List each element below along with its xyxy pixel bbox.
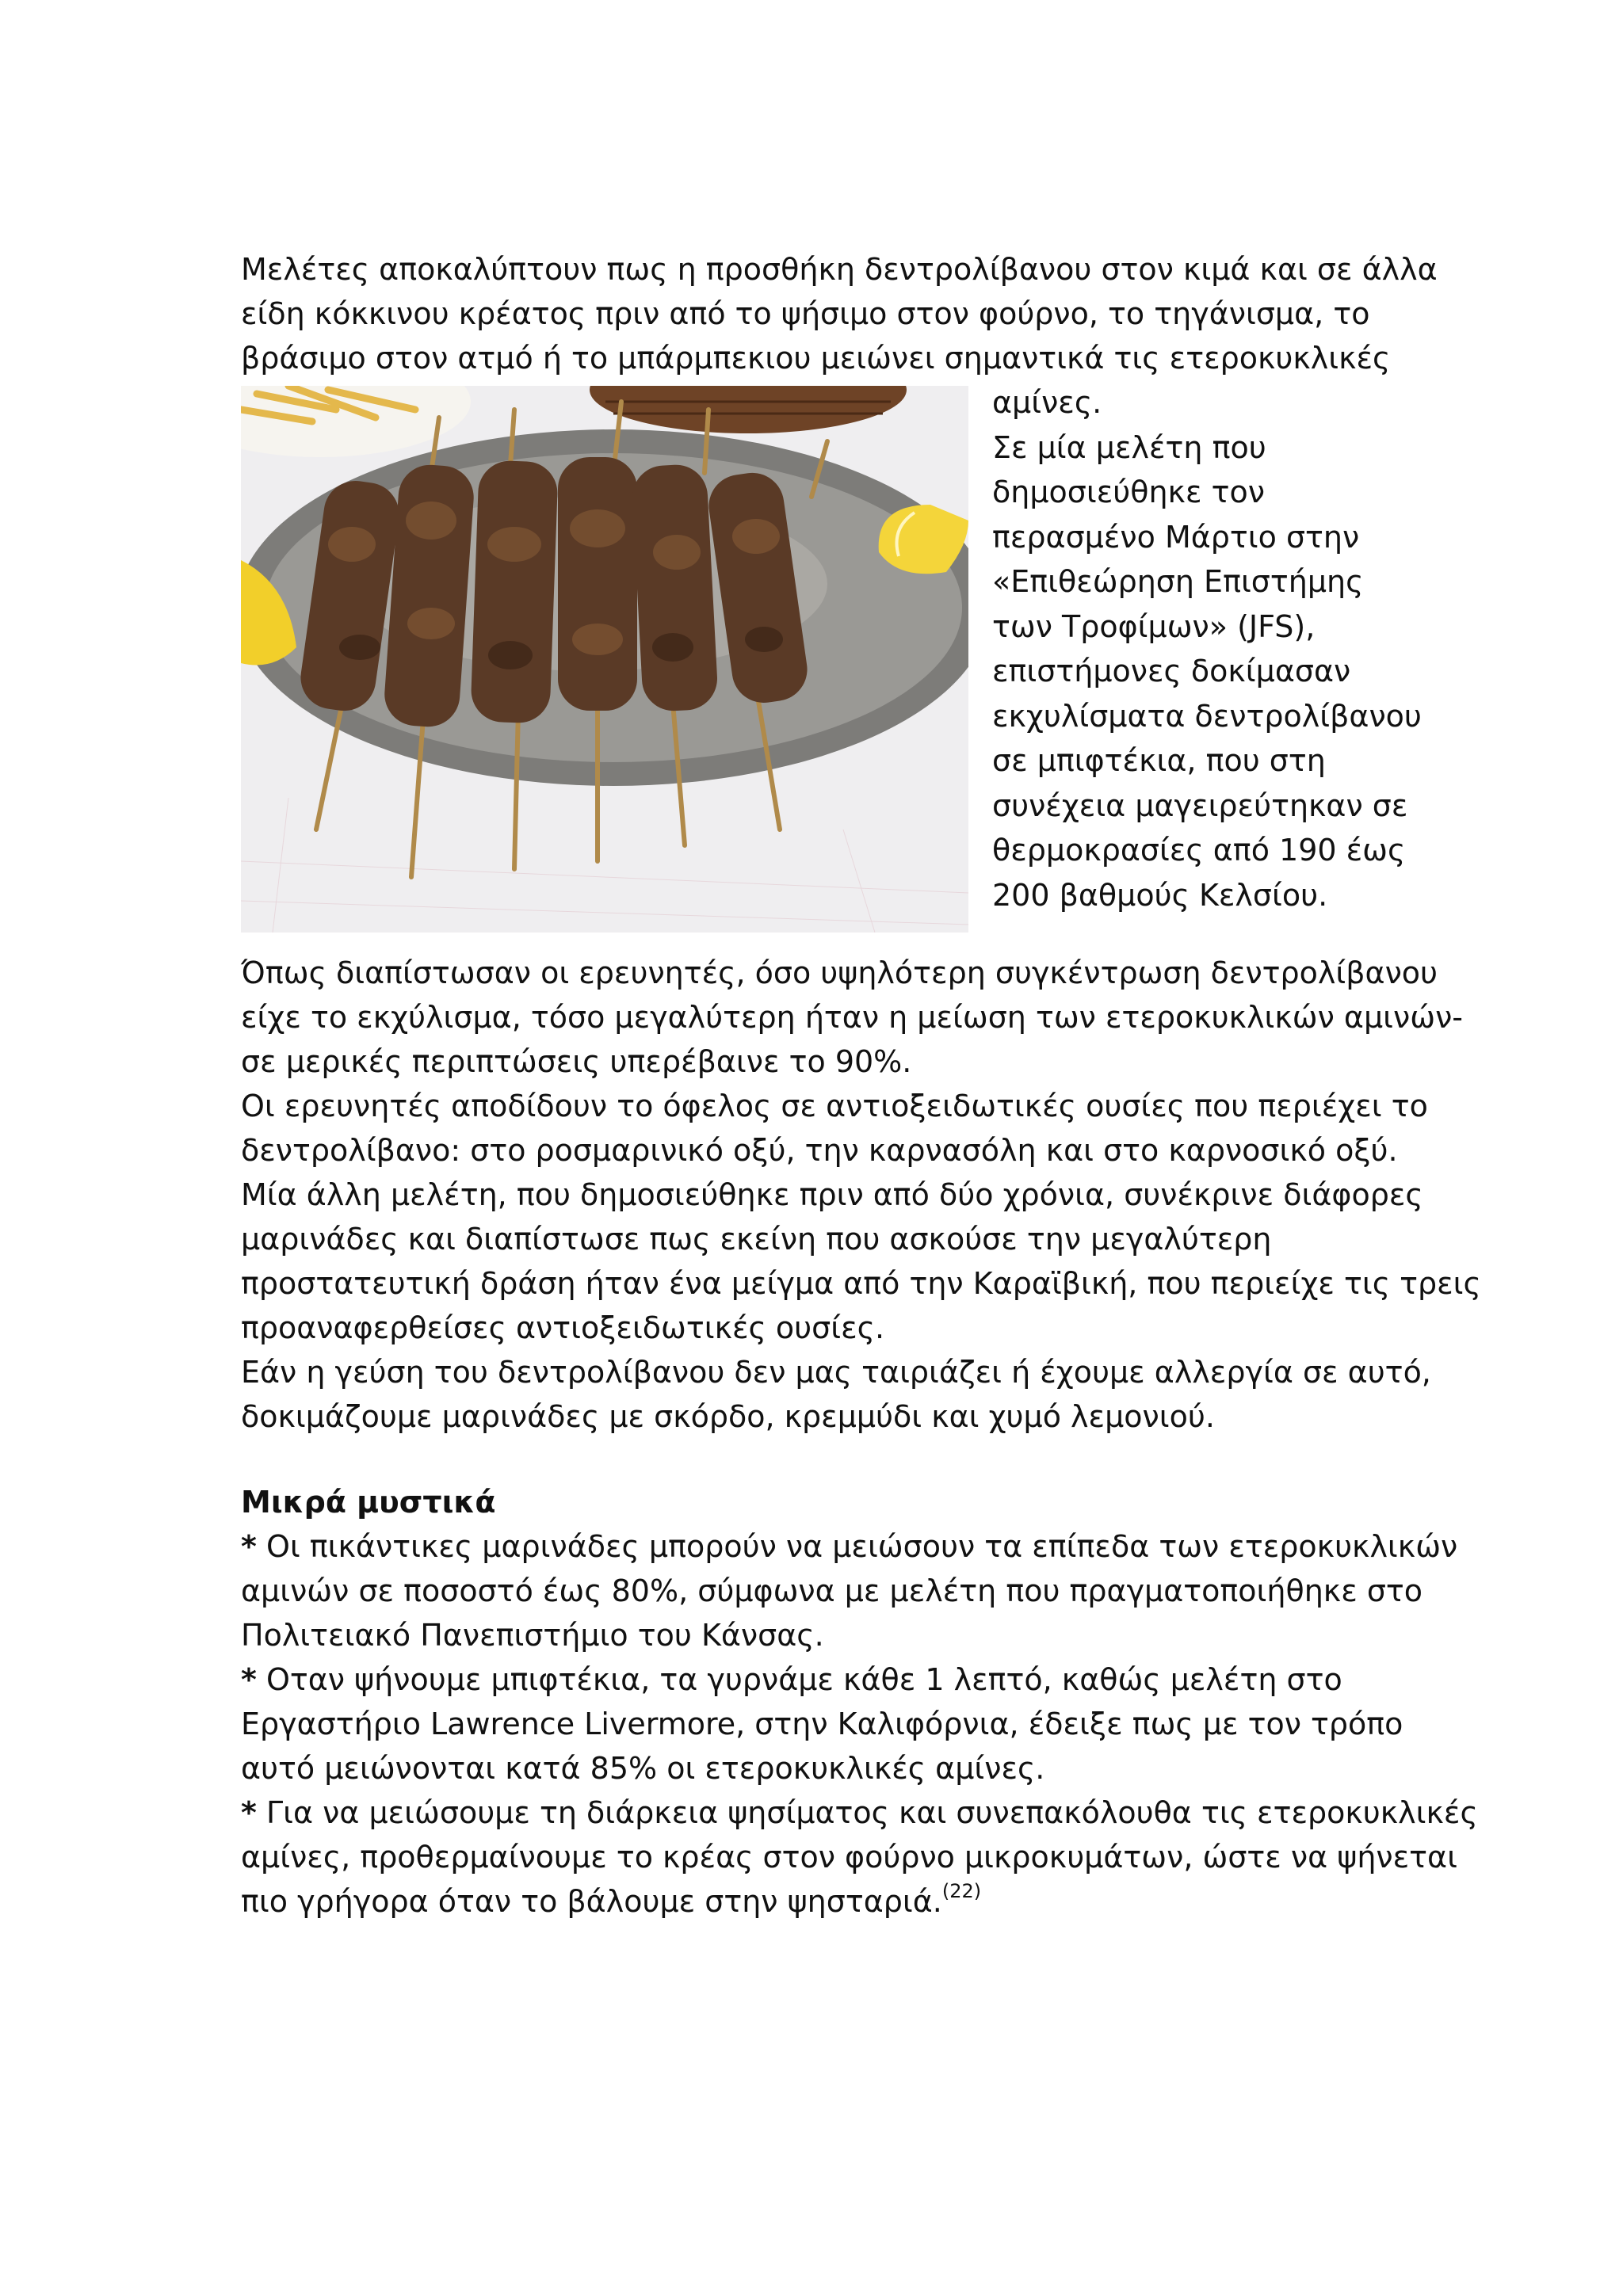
tip-line: αμίνες, προθερμαίνουμε το κρέας στον φούρνο μικροκυμάτων, ώστε να ψήνεται (241, 1840, 1457, 1875)
bullet-asterisk: * (241, 1795, 257, 1830)
body-line: Οι ερευνητές αποδίδουν το όφελος σε αντιοξειδωτικές ουσίες που περιέχει το (241, 1089, 1428, 1123)
souvlaki-photo (241, 386, 968, 933)
intro-paragraph (241, 247, 1438, 380)
side-line: επιστήμονες δοκίμασαν (992, 654, 1351, 688)
tip-line: αυτό μειώνονται κατά 85% οι ετεροκυκλικές αμίνες. (241, 1751, 1045, 1786)
body-line: Μία άλλη μελέτη, που δημοσιεύθηκε πριν από δύο χρόνια, συνέκρινε διάφορες (241, 1177, 1423, 1212)
tip-line: * Για να μειώσουμε τη διάρκεια ψησίματος και συνεπακόλουθα τις ετεροκυκλικές (241, 1795, 1478, 1830)
bullet-asterisk: * (241, 1529, 257, 1564)
tips-list (241, 1524, 1478, 1924)
body-line: προαναφερθείσες αντιοξειδωτικές ουσίες. (241, 1310, 885, 1345)
tip-line: * Οι πικάντικες μαρινάδες μπορούν να μειώσουν τα επίπεδα των ετεροκυκλικών (241, 1529, 1458, 1564)
body-line: Όπως διαπίστωσαν οι ερευνητές, όσο υψηλότερη συγκέντρωση δεντρολίβανου (241, 955, 1438, 990)
side-line: των Τροφίμων» (JFS), (992, 608, 1316, 644)
tip-line: * Οταν ψήνουμε μπιφτέκια, τα γυρνάμε κάθε 1 λεπτό, καθώς μελέτη στο (241, 1662, 1342, 1697)
intro-line: Μελέτες αποκαλύπτουν πως η προσθήκη δεντρολίβανου στον κιμά και σε άλλα (241, 252, 1438, 287)
body-line: είχε το εκχύλισμα, τόσο μεγαλύτερη ήταν η μείωση των ετεροκυκλικών αμινών- (241, 1000, 1464, 1035)
side-line: σε μπιφτέκια, που στη (992, 743, 1326, 778)
side-line: «Επιθεώρηση Επιστήμης (992, 564, 1364, 599)
side-line: Σε μία μελέτη που (992, 429, 1266, 465)
side-line: συνέχεια μαγειρεύτηκαν σε (992, 788, 1408, 823)
body-line: προστατευτική δράση ήταν ένα μείγμα από την Καραϊβική, που περιείχε τις τρεις (241, 1266, 1481, 1301)
tip-line: Εργαστήριο Lawrence Livermore, στην Καλιφόρνια, έδειξε πως με τον τρόπο (241, 1707, 1403, 1741)
tip-line: Πολιτειακό Πανεπιστήμιο του Κάνσας. (241, 1618, 824, 1653)
side-line: αμίνες. (992, 385, 1102, 420)
side-line: δημοσιεύθηκε τον (992, 475, 1265, 509)
tip-line: πιο γρήγορα όταν το βάλουμε στην ψησταριά.$^{(22)}$ (241, 1880, 982, 1919)
side-column-text (992, 380, 1422, 917)
body-line: σε μερικές περιπτώσεις υπερέβαινε το 90%. (241, 1044, 912, 1079)
side-line: 200 βαθμούς Κελσίου. (992, 877, 1328, 913)
side-line: περασμένο Μάρτιο στην (992, 519, 1360, 555)
bullet-asterisk: * (241, 1662, 257, 1697)
reference-mark: (22) (941, 1880, 982, 1902)
tip-line: αμινών σε ποσοστό έως 80%, σύμφωνα με μελέτη που πραγματοποιήθηκε στο (241, 1573, 1423, 1608)
body-paragraphs (241, 951, 1481, 1439)
body-line: Εάν η γεύση του δεντρολίβανου δεν μας ταιριάζει ή έχουμε αλλεργία σε αυτό, (241, 1355, 1431, 1390)
side-line: εκχυλίσματα δεντρολίβανου (992, 698, 1422, 734)
body-line: μαρινάδες και διαπίστωσε πως εκείνη που ασκούσε την μεγαλύτερη (241, 1222, 1272, 1257)
body-line: δεντρολίβανο: στο ροσμαρινικό οξύ, την καρνασόλη και στο καρνοσικό οξύ. (241, 1133, 1398, 1168)
intro-line: βράσιμο στον ατμό ή το μπάρμπεκιου μειώνει σημαντικά τις ετεροκυκλικές (241, 341, 1391, 376)
section-heading: Μικρά μυστικά (241, 1485, 496, 1520)
body-line: δοκιμάζουμε μαρινάδες με σκόρδο, κρεμμύδι και χυμό λεμονιού. (241, 1399, 1215, 1434)
side-line: θερμοκρασίες από 190 έως (992, 833, 1406, 868)
intro-line: είδη κόκκινου κρέατος πριν από το ψήσιμο στον φούρνο, το τηγάνισμα, το (241, 296, 1370, 331)
